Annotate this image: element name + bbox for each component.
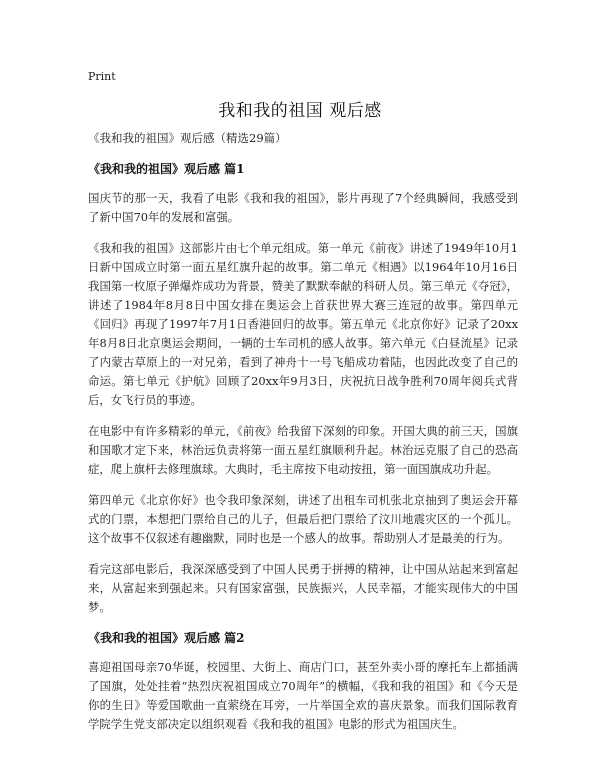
paragraph: 《我和我的祖国》这部影片由七个单元组成。第一单元《前夜》讲述了1949年10月1日新中国成立时第一面五星红旗升起的故事。第二单元《相遇》以1964年10月16日我国第一枚原子弹爆炸成功为背景，赞美了默默奉献的科研人员。第三单元《夺冠》，讲述了1984年8月8日中国女排在奥运会上首获世界大赛三连冠的故事。第四单元《回归》再现了1997年7月1日香港回归的故事。第五单元《北京你好》记录了20xx年8月8日北京奥运会期间，一辆的士车司机的感人故事。第六单元《白昼流星》记录了内蒙古草原上的一对兄弟，看到了神舟十一号飞船成功着陆，也因此改变了自己的命运。第七单元《护航》回顾了20xx年9月3日，庆祝抗日战争胜利70周年阅兵式背后，女飞行员的事迹。 (88, 241, 518, 407)
paragraph: 喜迎祖国母亲70华诞，校园里、大街上、商店门口，甚至外卖小哥的摩托车上都插满了国旗，处处挂着“热烈庆祝祖国成立70周年”的横幅，《我和我的祖国》和《今天是你的生日》等爱国歌曲一直萦绕在耳旁，一片举国全欢的喜庆景象。而我们国际教育学院学生党支部决定以组织观看《我和我的祖国》电影的形式为祖国庆生。 (88, 660, 518, 731)
print-label: Print (88, 70, 116, 83)
section-heading: 《我和我的祖国》观后感 篇1 (88, 162, 245, 176)
section-heading: 《我和我的祖国》观后感 篇2 (88, 631, 245, 645)
section-1 (88, 160, 518, 617)
page-title: 我和我的祖国 观后感 (218, 101, 382, 121)
section-2 (88, 629, 518, 734)
document-subtitle: 《我和我的祖国》观后感（精选29篇） (88, 131, 287, 145)
paragraph: 国庆节的那一天，我看了电影《我和我的祖国》，影片再现了7个经典瞬间，我感受到了新中国70年的发展和富强。 (88, 191, 518, 224)
paragraph: 在电影中有许多精彩的单元，《前夜》给我留下深刻的印象。开国大典的前三天，国旗和国歌才定下来，林治远负责将第一面五星红旗顺利升起。林治远克服了自己的恐高症，爬上旗杆去修理旗球。大典时，毛主席按下电动按扭，第一面国旗成功升起。 (88, 424, 518, 476)
paragraph: 看完这部电影后，我深深感受到了中国人民勇于拼搏的精神，让中国从站起来到富起来，从富起来到强起来。只有国家富强，民族振兴，人民幸福，才能实现伟大的中国梦。 (88, 562, 518, 614)
paragraph: 第四单元《北京你好》也令我印象深刻，讲述了出租车司机张北京抽到了奥运会开幕式的门票，本想把门票给自己的儿子，但最后把门票给了汶川地震灾区的一个孤儿。这个故事不仅叙述有趣幽默，同时也是一个感人的故事。帮助别人才是最美的行为。 (88, 493, 518, 545)
document-body (88, 130, 518, 746)
